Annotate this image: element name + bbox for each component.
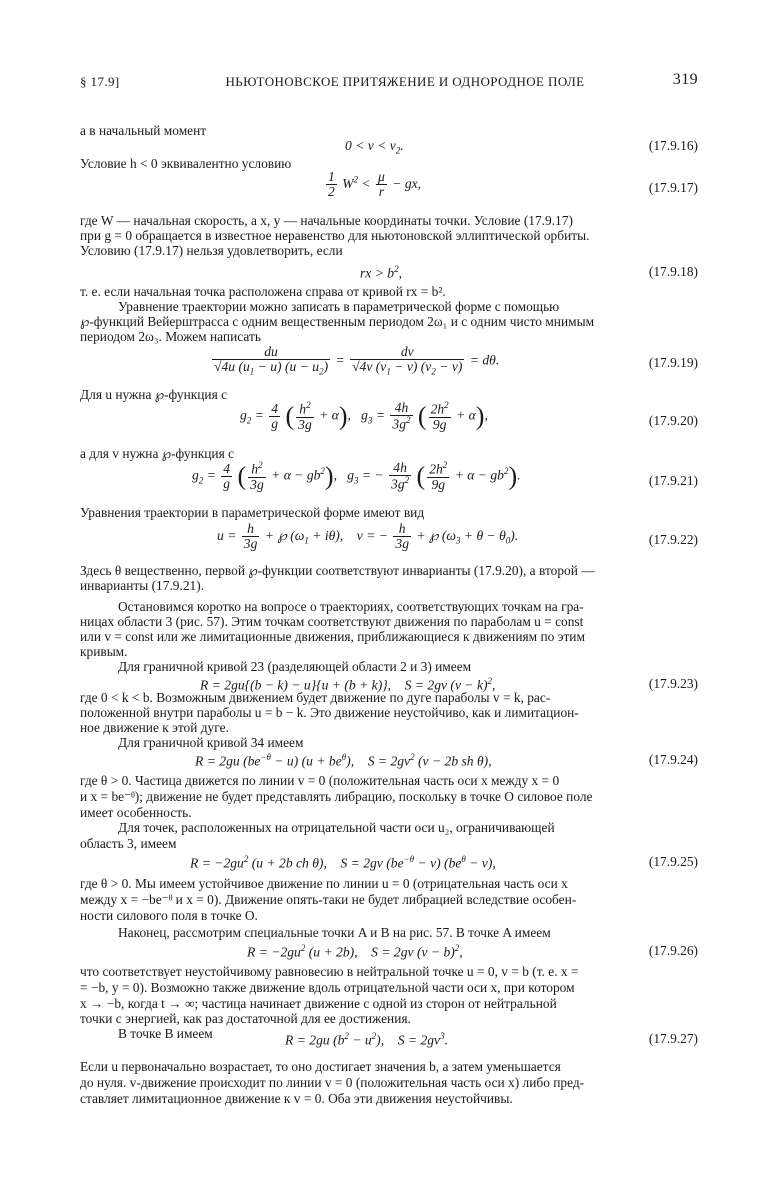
- equation-number: (17.9.23): [648, 676, 698, 691]
- equation-number: (17.9.17): [648, 180, 698, 195]
- text-line: Условие h < 0 эквивалентно условию: [80, 156, 292, 171]
- equation-17-9-24: R = 2gu $(be^{-\theta} - u) (u + be^\theta)$, $S = 2gv^2$ (v − 2b sh θ), (17.9.24): [195, 752, 698, 769]
- text-line: В точке B имеем: [118, 1026, 213, 1041]
- text-line: при g = 0 обращается в известное неравенство для ньютоновской эллиптической орбиты.: [80, 228, 590, 243]
- text-line: Остановимся коротко на вопросе о траекториях, соответствующих точкам на гра-: [118, 599, 584, 614]
- equation-17-9-17: $\frac{1}{2}$ $W^2$ < $\frac{\mu}{r}$ − gx, (17.9.17): [328, 169, 698, 200]
- section-ref: § 17.9]: [80, 74, 120, 89]
- text-line: = −b, y = 0). Возможно также движение вдоль отрицательной части оси x, при котором: [80, 980, 575, 995]
- equation-number: (17.9.24): [648, 752, 698, 767]
- equation-17-9-16: $0 < v < v_2$. (17.9.16): [345, 138, 698, 156]
- equation-17-9-25: $R = -2gu^2$ (u + 2b ch θ), S = 2gv $(be^{-\theta} - v) (be^\theta - v)$, (17.9.25): [190, 854, 698, 871]
- text-line: а в начальный момент: [80, 123, 207, 138]
- equation-number: (17.9.25): [648, 854, 698, 869]
- text-line: кривым.: [80, 644, 128, 659]
- text-line: ности силового поля в точке O.: [80, 908, 258, 923]
- text-line: или v = const или же лимитационные движения, приближающиеся к движениям по этим: [80, 629, 585, 644]
- equation-number: (17.9.20): [648, 413, 698, 428]
- text-line: Для граничной кривой 34 имеем: [118, 735, 304, 750]
- equation-number: (17.9.27): [648, 1031, 698, 1046]
- text-line: что соответствует неустойчивому равновесию в нейтральной точке u = 0, v = b (т. е. x =: [80, 964, 579, 979]
- text-line: ное движение к этой дуге.: [80, 720, 229, 735]
- text-line: Условию (17.9.17) нельзя удовлетворить, если: [80, 243, 343, 258]
- text-line: Для u нужна ℘-функция с: [80, 387, 228, 402]
- text-line: имеет особенность.: [80, 805, 192, 820]
- equation-17-9-22: u = $\frac{h}{3g}$ + ℘ $(\omega_1 + i\theta)$, v = − $\frac{h}{3g}$ + ℘ $(\omega_3 + \theta - \theta_0)$. (17.9.22): [217, 521, 698, 552]
- equation-17-9-21: $g_2$ = $\frac{4}{g}$ ( $\frac{h^2}{3g}$ + $\alpha - gb^2$), $g_3$ = − $\frac{4h}{3g^2}$ ( $\frac{2h^2}{9g}$ + $\alpha - gb^2$). (17.9.21): [192, 460, 698, 492]
- text-line: инварианты (17.9.21).: [80, 578, 205, 593]
- equation-17-9-27: R = 2gu $(b^2 - u^2)$, $S = 2gv^3$. (17.9.27): [285, 1031, 698, 1048]
- equation-number: (17.9.22): [648, 532, 698, 547]
- text-line: ℘-функций Вейерштрасса с одним вещественным периодом 2ω₁ и с одним чисто мнимым: [80, 314, 595, 329]
- text-line: Уравнения траектории в параметрической форме имеют вид: [80, 505, 425, 520]
- equation-number: (17.9.21): [648, 473, 698, 488]
- page-number: 319: [672, 71, 698, 88]
- text-line: периодом 2ω₃. Можем написать: [80, 329, 261, 344]
- text-line: Наконец, рассмотрим специальные точки A и B на рис. 57. В точке A имеем: [118, 925, 551, 940]
- text-line: где θ > 0. Мы имеем устойчивое движение по линии u = 0 (отрицательная часть оси x: [80, 876, 568, 891]
- text-line: положенной внутри параболы u = b − k. Это движение неустойчиво, как и лимитацион-: [80, 705, 579, 720]
- text-line: Уравнение траектории можно записать в параметрической форме с помощью: [118, 299, 560, 314]
- text-line: до нуля. v-движение происходит по линии v = 0 (положительная часть оси x) либо пред-: [80, 1075, 585, 1090]
- equation-17-9-19: $\frac{du}{√4u (u_1 - u) (u - u_2)}$ = $\frac{dv}{√4v (v_1 - v) (v_2 - v)}$ = dθ. (17.9.19): [214, 344, 698, 377]
- equation-17-9-23: R = 2gu{(b − k) − u}{u + (b + k)}, S = 2gv $(v - k)^2$, (17.9.23): [200, 676, 698, 693]
- equation-17-9-20: $g_2$ = $\frac{4}{g}$ ( $\frac{h^2}{3g}$ + α), $g_3$ = $\frac{4h}{3g^2}$ ( $\frac{2h^2}{9g}$ + α), (17.9.20): [240, 400, 698, 432]
- running-title: НЬЮТОНОВСКОЕ ПРИТЯЖЕНИЕ И ОДНОРОДНОЕ ПОЛЕ: [225, 74, 585, 89]
- text-line: между x = −be⁻ᶿ и x = 0). Движение опять-таки не будет либрацией вследствие особен-: [80, 892, 577, 907]
- text-line: где θ > 0. Частица движется по линии v = 0 (положительная часть оси x между x = 0: [80, 773, 560, 788]
- equation-number: (17.9.26): [648, 943, 698, 958]
- text-line: x → −b, когда t → ∞; частица начинает движение с одной из сторон от нейтральной: [80, 996, 557, 1011]
- text-line: и x = be⁻ᶿ); движение не будет представлять либрацию, поскольку в точке O силовое поле: [80, 789, 593, 804]
- equation-17-9-26: $R = -2gu^2$ (u + 2b), S = 2gv $(v - b)^2$, (17.9.26): [247, 943, 698, 960]
- text-line: точки с энергией, как раз достаточной для ее достижения.: [80, 1011, 411, 1026]
- text-line: ставляет лимитационное движение к v = 0. Оба эти движения неустойчивы.: [80, 1091, 513, 1106]
- equation-number: (17.9.18): [648, 264, 698, 279]
- text-line: Для точек, расположенных на отрицательной части оси u₂, ограничивающей: [118, 820, 555, 835]
- text-line: Если u первоначально возрастает, то оно достигает значения b, а затем уменьшается: [80, 1059, 561, 1074]
- text-line: Для граничной кривой 23 (разделяющей области 2 и 3) имеем: [118, 659, 472, 674]
- equation-17-9-18: rx > $b^2$, (17.9.18): [360, 264, 698, 281]
- equation-number: (17.9.19): [648, 355, 698, 370]
- text-line: где W — начальная скорость, а x, y — начальные координаты точки. Условие (17.9.17): [80, 213, 573, 228]
- equation-number: (17.9.16): [648, 138, 698, 153]
- text-line: ницах области 3 (рис. 57). Этим точкам соответствуют движения по параболам u = const: [80, 614, 584, 629]
- text-line: где 0 < k < b. Возможным движением будет движение по дуге параболы v = k, рас-: [80, 690, 551, 705]
- text-line: Здесь θ вещественно, первой ℘-функции соответствуют инварианты (17.9.20), а второй —: [80, 563, 595, 578]
- text-line: а для v нужна ℘-функция с: [80, 446, 235, 461]
- text-line: т. е. если начальная точка расположена справа от кривой rx = b².: [80, 284, 446, 299]
- text-line: область 3, имеем: [80, 836, 177, 851]
